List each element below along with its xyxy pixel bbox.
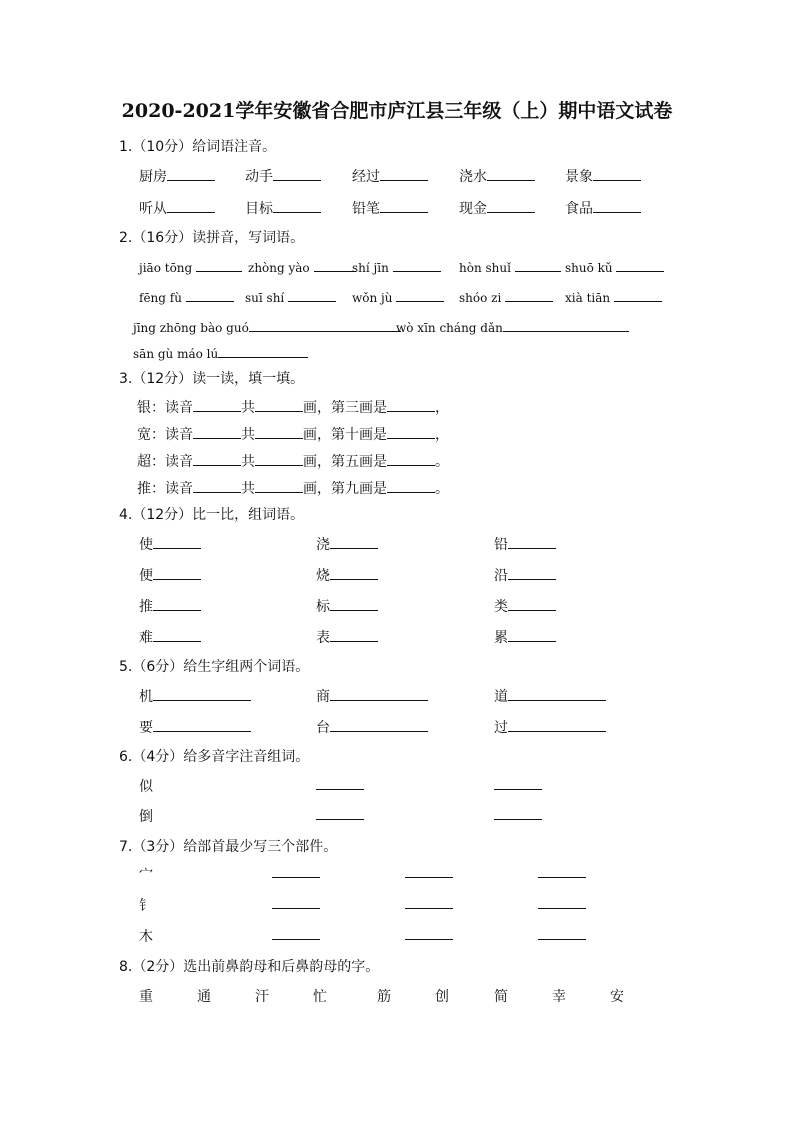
q1-word: 铅笔: [352, 198, 428, 218]
answer-line: [538, 939, 586, 940]
answer-line: [538, 877, 586, 878]
q4-char: 标: [316, 596, 378, 616]
answer-line: [405, 877, 453, 878]
q8-char: 重: [139, 989, 153, 1005]
q6-char: 倒: [139, 809, 153, 825]
q8-char: 筋: [377, 989, 391, 1005]
q2-pinyin: hòn shuǐ: [459, 257, 561, 275]
q5-char: 机: [139, 686, 251, 706]
answer-line: [405, 908, 453, 909]
q7-radical: 木: [139, 929, 153, 945]
question-1-label: 1.（10分）给词语注音。: [119, 139, 277, 155]
q2-pinyin: shóo zi: [459, 287, 553, 305]
answer-line: [405, 939, 453, 940]
q4-char: 浇: [316, 534, 378, 554]
q1-word: 厨房: [139, 166, 215, 186]
q3-row: 推：读音 共 画，第九画是 。: [137, 478, 449, 498]
answer-line: [538, 908, 586, 909]
q1-word: 浇水: [459, 166, 535, 186]
q4-char: 类: [494, 596, 556, 616]
q3-row: 宽：读音 共 画，第十画是 ，: [137, 424, 449, 444]
question-6-label: 6.（4分）给多音字注音组词。: [119, 749, 310, 765]
q3-row: 超：读音 共 画，第五画是 。: [137, 451, 449, 471]
q2-pinyin: zhòng yào: [248, 257, 356, 275]
q6-char: 似: [139, 779, 153, 795]
answer-line: [494, 789, 542, 790]
q8-char: 通: [197, 989, 211, 1005]
q2-pinyin: wò xīn cháng dǎn: [396, 317, 629, 335]
q2-pinyin: fēng fù: [139, 287, 234, 305]
q1-word: 景象: [565, 166, 641, 186]
q4-char: 便: [139, 565, 201, 585]
q4-char: 难: [139, 627, 201, 647]
q5-char: 要: [139, 717, 251, 737]
q2-pinyin: suī shí: [245, 287, 336, 305]
q8-char: 汗: [255, 989, 269, 1005]
q3-row: 银：读音 共 画，第三画是 ，: [137, 397, 449, 417]
q8-char: 创: [435, 989, 449, 1005]
q1-word: 食品: [565, 198, 641, 218]
q2-pinyin: shí jīn: [352, 257, 441, 275]
question-7-label: 7.（3分）给部首最少写三个部件。: [119, 839, 338, 855]
q1-word: 听从: [139, 198, 215, 218]
answer-line: [272, 939, 320, 940]
question-2-label: 2.（16分）读拼音，写词语。: [119, 230, 305, 246]
q1-word: 现金: [459, 198, 535, 218]
q1-word: 经过: [352, 166, 428, 186]
q4-char: 累: [494, 627, 556, 647]
q2-pinyin: xià tiān: [565, 287, 662, 305]
q2-pinyin: jiāo tōng: [139, 257, 242, 275]
answer-line: [316, 819, 364, 820]
q8-char: 幸: [552, 989, 566, 1005]
answer-line: [494, 819, 542, 820]
q7-radical: 宀: [139, 867, 153, 883]
q4-char: 推: [139, 596, 201, 616]
question-4-label: 4.（12分）比一比，组词语。: [119, 507, 305, 523]
q1-word: 动手: [245, 166, 321, 186]
q2-pinyin: sān gù máo lú: [133, 343, 308, 361]
q4-char: 烧: [316, 565, 378, 585]
q4-char: 表: [316, 627, 378, 647]
answer-line: [272, 908, 320, 909]
q5-char: 过: [494, 717, 606, 737]
q8-char: 安: [610, 989, 624, 1005]
q4-char: 使: [139, 534, 201, 554]
q2-pinyin: shuō kǔ: [565, 257, 664, 275]
q5-char: 商: [316, 686, 428, 706]
question-3-label: 3.（12分）读一读，填一填。: [119, 371, 305, 387]
q4-char: 沿: [494, 565, 556, 585]
q4-char: 铅: [494, 534, 556, 554]
q2-pinyin: wǒn jù: [352, 287, 444, 305]
question-5-label: 5.（6分）给生字组两个词语。: [119, 659, 310, 675]
question-8-label: 8.（2分）选出前鼻韵母和后鼻韵母的字。: [119, 959, 380, 975]
q8-char: 忙: [313, 989, 327, 1005]
q5-char: 台: [316, 717, 428, 737]
q7-radical: 钅: [139, 898, 153, 914]
answer-line: [316, 789, 364, 790]
q1-word: 目标: [245, 198, 321, 218]
q2-pinyin: jīng zhōng bào guó: [133, 317, 401, 335]
q8-char: 简: [494, 989, 508, 1005]
q5-char: 道: [494, 686, 606, 706]
page-title: 2020-2021学年安徽省合肥市庐江县三年级（上）期中语文试卷: [121, 100, 673, 122]
answer-line: [272, 877, 320, 878]
